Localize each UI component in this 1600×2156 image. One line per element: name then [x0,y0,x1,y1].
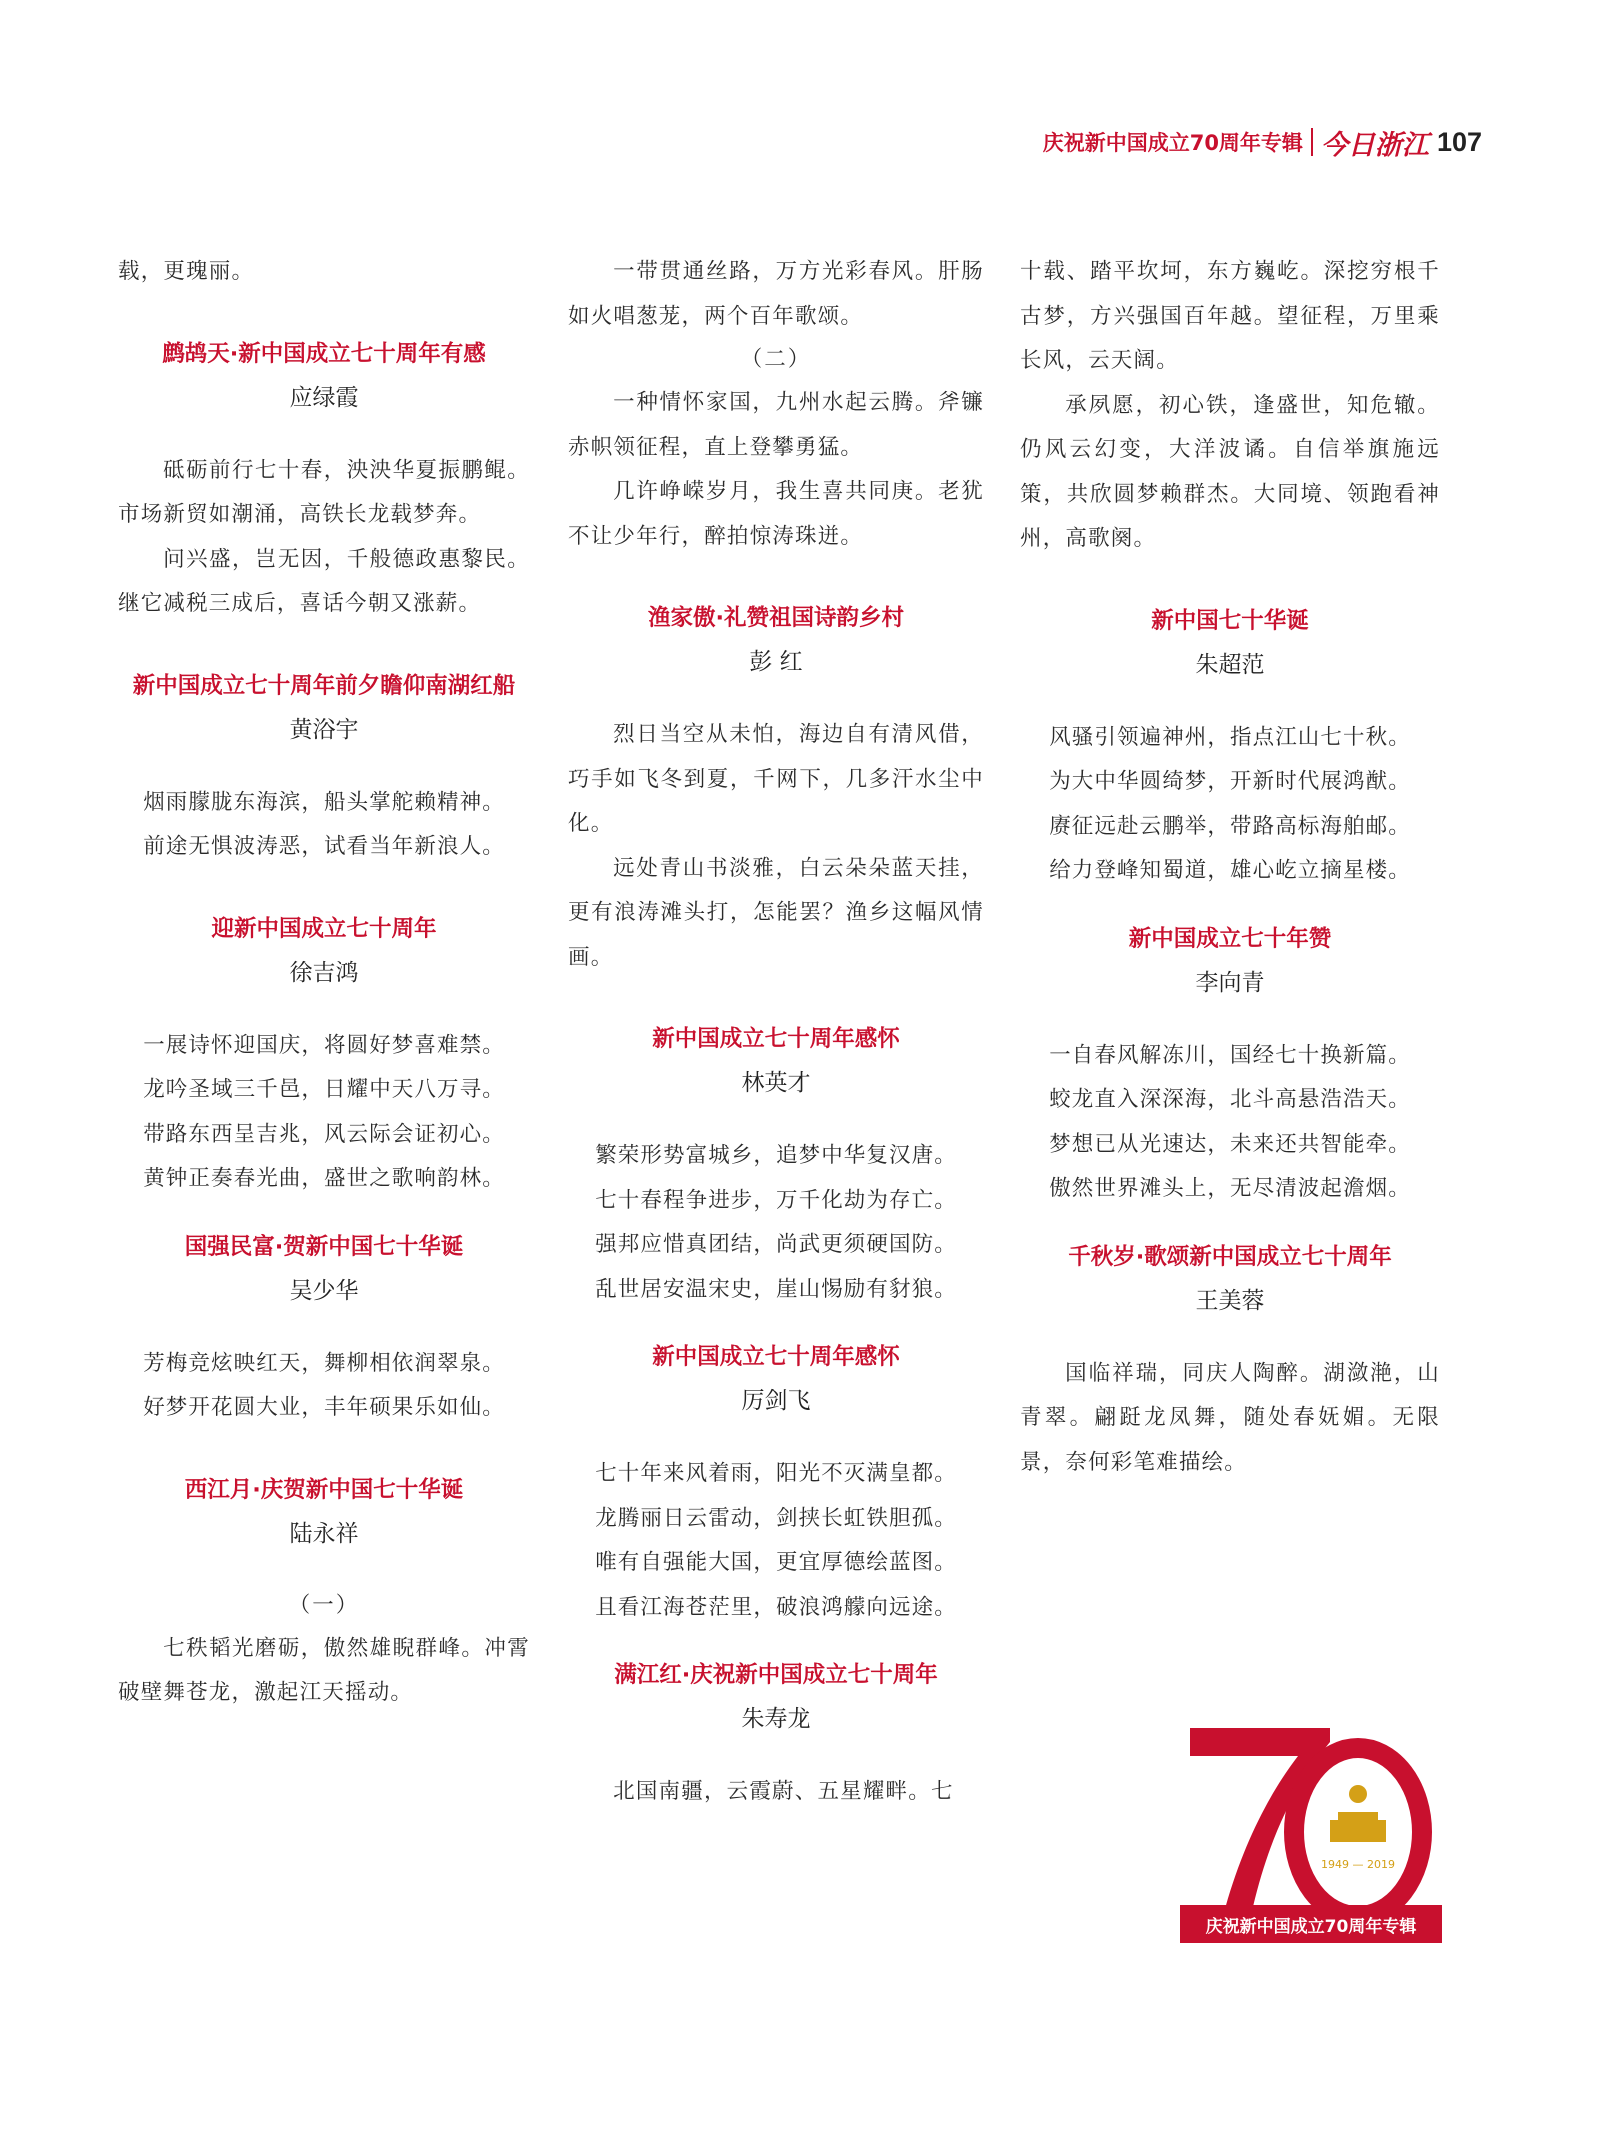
poem-author: 林英才 [741,1070,811,1096]
poem-author: 吴少华 [289,1277,359,1304]
magazine-logo: 今日浙江 [1320,129,1429,161]
poem-paragraph: 国临祥瑞，同庆人陶醉。湖潋滟，山青翠。翩跹龙凤舞，随处春妩媚。无限景，奈何彩笔难描绘。 [1020,1360,1440,1475]
poem-title: 新中国成立七十周年感怀 [652,1026,900,1052]
poem-paragraph: 一带贯通丝路，万方光彩春风。肝肠如火唱葱茏，两个百年歌颂。 [568,259,984,329]
poem-paragraph: 一种情怀家国，九州水起云腾。斧镰赤帜领征程，直上登攀勇猛。 [568,390,984,460]
poem-paragraph: 几许峥嵘岁月，我生喜共同庚。老犹不让少年行，醉拍惊涛珠迸。 [568,479,984,549]
poem-title: 满江红·庆祝新中国成立七十周年 [614,1662,938,1688]
poem-line: 七十年来风着雨，阳光不灭满皇都。 [595,1461,957,1486]
poem-author: 彭 红 [749,649,803,675]
poem-line: 且看江海苍茫里，破浪鸿艨向远途。 [595,1594,957,1620]
poem-author: 王美蓉 [1195,1287,1265,1314]
poem-author: 朱超范 [1195,651,1265,678]
poem-line: 芳梅竞炫映红天，舞柳相依润翠泉。 [143,1350,505,1376]
poem-line: 烟雨朦胧东海滨，船头掌舵赖精神。 [143,789,505,815]
poem-paragraph: 远处青山书淡雅，白云朵朵蓝天挂，更有浪涛滩头打，怎能罢？渔乡这幅风情画。 [568,855,984,970]
poem-author: 陆永祥 [289,1520,359,1547]
poem-title: 渔家傲·礼赞祖国诗韵乡村 [647,605,905,631]
years-label: 1949 — 2019 [1321,1858,1395,1871]
page-header [1043,122,1482,162]
poem-paragraph: 七秩韬光磨砺，傲然雄睨群峰。冲霄破壁舞苍龙，激起江天摇动。 [118,1635,530,1705]
poem-section-number: （一） [288,1592,360,1618]
poem-line: 唯有自强能大国，更宜厚德绘蓝图。 [595,1550,957,1575]
continued-text: 十载、踏平坎坷，东方巍屹。深挖穷根千古梦，方兴强国百年越。望征程，万里乘长风，云天阔。 [1020,259,1440,373]
poem-line: 乱世居安温宋史，崖山惕励有豺狼。 [595,1276,957,1302]
poem-title: 新中国成立七十周年前夕瞻仰南湖红船 [132,672,516,699]
poem-line: 带路东西呈吉兆，风云际会证初心。 [143,1121,505,1147]
poem-author: 厉剑飞 [741,1388,811,1414]
poem-author: 徐吉鸿 [289,959,359,986]
logo-banner: 庆祝新中国成立70周年专辑 [1180,1905,1442,1943]
poem-line: 赓征远赴云鹏举，带路高标海舶邮。 [1049,813,1411,839]
poem-line: 傲然世界滩头上，无尽清波起澹烟。 [1049,1176,1411,1201]
poem-title: 新中国七十华诞 [1151,607,1309,634]
poem-line: 好梦开花圆大业，丰年硕果乐如仙。 [143,1395,505,1420]
poem-title: 国强民富·贺新中国七十华诞 [184,1233,464,1260]
column-3 [1020,250,1440,1485]
poem-paragraph: 承夙愿，初心铁，逢盛世，知危辙。仍风云幻变，大洋波谲。自信举旗施远策，共欣圆梦赖群杰。大同境、领跑看神州，高歌阕。 [1020,392,1440,551]
poem-author: 应绿霞 [289,384,359,411]
poem-title: 鹧鸪天·新中国成立七十周年有感 [162,340,486,367]
poem-line: 龙吟圣域三千邑，日耀中天八万寻。 [143,1077,505,1102]
poem-title: 西江月·庆贺新中国七十华诞 [184,1476,464,1503]
poem-paragraph: 问兴盛，岂无因，千般德政惠黎民。继它减税三成后，喜话今朝又涨薪。 [118,546,530,616]
column-2 [568,250,984,1815]
poem-line: 风骚引领遍神州，指点江山七十秋。 [1049,724,1411,750]
poem-section-number: （二） [740,347,812,372]
poem-line: 前途无惧波涛恶，试看当年新浪人。 [143,834,505,859]
poem-line: 繁荣形势富城乡，追梦中华复汉唐。 [595,1143,957,1168]
page-number: 107 [1436,126,1482,157]
poem-title: 迎新中国成立七十周年 [211,915,437,942]
poem-line: 梦想已从光速达，未来还共智能牵。 [1049,1131,1411,1157]
special-issue-title: 庆祝新中国成立70周年专辑 [1042,131,1303,155]
poem-line: 一展诗怀迎国庆，将圆好梦喜难禁。 [143,1032,505,1058]
poem-line: 强邦应惜真团结，尚武更须硬国防。 [595,1232,957,1257]
star-icon [1349,1785,1367,1803]
poem-line: 龙腾丽日云雷动，剑挟长虹铁胆孤。 [595,1505,957,1531]
poem-line: 给力登峰知蜀道，雄心屹立摘星楼。 [1049,858,1411,883]
column-1 [118,250,530,1716]
poem-author: 朱寿龙 [741,1706,811,1732]
poem-paragraph: 烈日当空从未怕，海边自有清风借，巧手如飞冬到夏，千网下，几多汗水尘中化。 [568,722,984,836]
poem-paragraph: 北国南疆，云霞蔚、五星耀畔。七 [613,1779,954,1804]
poem-title: 新中国成立七十年赞 [1128,925,1332,952]
poem-line: 黄钟正奏春光曲，盛世之歌响韵林。 [143,1166,505,1191]
poem-line: 七十春程争进步，万千化劫为存亡。 [595,1187,957,1213]
poem-title: 新中国成立七十周年感怀 [652,1344,900,1370]
poem-line: 蛟龙直入深深海，北斗高悬浩浩天。 [1049,1087,1411,1112]
poem-line: 为大中华圆绮梦，开新时代展鸿猷。 [1049,769,1411,794]
poem-paragraph: 砥砺前行七十春，泱泱华夏振鹏鲲。市场新贸如潮涌，高铁长龙载梦奔。 [118,457,530,527]
poem-author: 李向青 [1195,969,1265,996]
header-divider [1311,128,1313,156]
poem-line: 一自春风解冻川，国经七十换新篇。 [1049,1042,1411,1068]
continued-text: 载，更瑰丽。 [118,259,255,284]
poem-author: 黄浴宇 [289,716,359,743]
poem-title: 千秋岁·歌颂新中国成立七十周年 [1068,1243,1392,1270]
